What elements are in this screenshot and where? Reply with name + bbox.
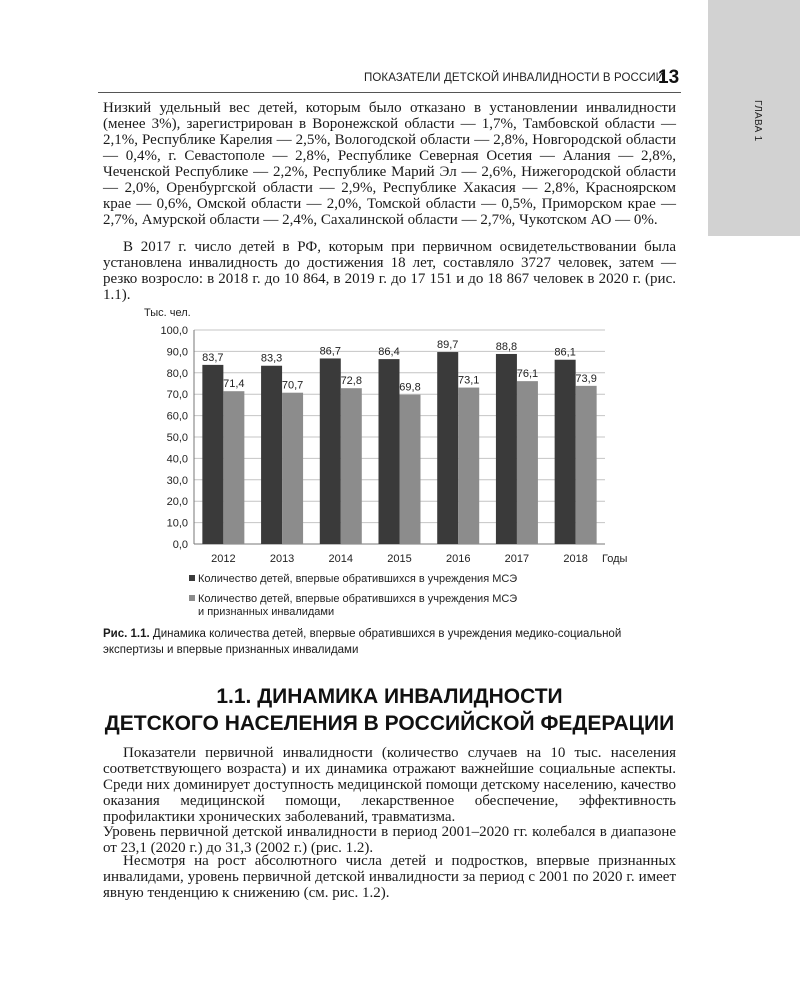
bar-recognized-2012: [223, 391, 244, 544]
x-tick-label: 2016: [445, 553, 471, 565]
y-tick-label: 90,0: [166, 346, 188, 359]
data-label: 70,7: [281, 379, 304, 392]
y-tick-label: 10,0: [166, 517, 188, 530]
bar-recognized-2015: [400, 395, 421, 544]
data-label: 86,1: [554, 346, 576, 359]
figure-1-1-chart: [100, 300, 660, 620]
data-label: 72,8: [340, 375, 362, 388]
x-axis-label: Годы: [602, 553, 628, 565]
section-title-line-1: 1.1. ДИНАМИКА ИНВАЛИДНОСТИ: [216, 685, 563, 708]
paragraph-2017-figures: В 2017 г. число детей в РФ, которым при первичном освидетельствовании была установлена инвалидность до достижения 18 лет, составляло 3727 человек, затем — резко возросло: в 2018 г. до 10 864, в 2019 г. до 17 151 и до 18 867 человек в 2020 г. (рис. 1.1).: [103, 239, 676, 303]
y-tick-label: 70,0: [166, 389, 188, 402]
data-label: 73,1: [458, 374, 480, 387]
data-label: 71,4: [223, 378, 245, 391]
figure-caption: [103, 626, 678, 658]
bar-applied-2018: [555, 360, 576, 544]
data-label: 73,9: [575, 372, 597, 385]
data-label: 83,7: [202, 351, 224, 364]
legend-label-applied: Количество детей, впервые обратившихся в учреждения МСЭ: [198, 573, 518, 585]
section-title-line-2: ДЕТСКОГО НАСЕЛЕНИЯ В РОССИЙСКОЙ ФЕДЕРАЦИИ: [104, 712, 675, 735]
x-tick-label: 2017: [504, 553, 530, 565]
data-label: 89,7: [437, 339, 459, 352]
bar-applied-2015: [379, 359, 400, 544]
data-label: 83,3: [260, 352, 283, 365]
bar-applied-2016: [437, 352, 458, 544]
legend-swatch-recognized: [189, 595, 195, 601]
y-tick-label: 60,0: [166, 410, 188, 423]
legend-label-recognized: Количество детей, впервые обратившихся в учреждения МСЭ: [198, 593, 518, 605]
running-header: ПОКАЗАТЕЛИ ДЕТСКОЙ ИНВАЛИДНОСТИ В РОССИИ: [364, 72, 665, 84]
bar-applied-2013: [261, 366, 282, 544]
bar-applied-2014: [320, 358, 341, 544]
figure-caption-text: Динамика количества детей, впервые обратившихся в учреждения медико-социальной экспертизы и впервые признанных инвалидами: [103, 628, 622, 656]
legend-label-recognized-cont: и признанных инвалидами: [198, 606, 335, 618]
header-rule: [98, 92, 681, 93]
x-tick-label: 2018: [563, 553, 588, 565]
y-tick-label: 80,0: [166, 367, 188, 380]
y-tick-label: 20,0: [166, 496, 188, 509]
paragraph-level-range: Уровень первичной детской инвалидности в период 2001–2020 гг. колебался в диапазоне от 23,1 (2020 г.) до 31,3 (2002 г.) (рис. 1.2).: [103, 824, 676, 856]
bar-applied-2017: [496, 354, 517, 544]
paragraph-regions: Низкий удельный вес детей, которым было отказано в установлении инвалидности (менее 3%), зарегистрирован в Воронежской области — 1,7%, Тамбовской области — 2,1%, Республике Карелия — 2,5%, Вологодской области — 2,8%, Новгородской области — 0,4%, г. Севастополе — 2,8%, Республике Северная Осетия — Алания — 2,8%, Чеченской Республике — 2,2%, Республике Марий Эл — 2,6%, Нижегородской области — 2,0%, Оренбургской области — 2,9%, Республике Хакасия — 2,8%, Красноярском крае — 0,6%, Омской области — 2,0%, Томской области — 0,5%, Приморском крае — 2,7%, Амурской области — 2,4%, Сахалинской области — 2,7%, Чукотском АО — 0%.: [103, 100, 676, 228]
x-tick-label: 2015: [387, 553, 412, 565]
chapter-label: ГЛАВА 1: [752, 100, 763, 142]
legend-swatch-applied: [189, 575, 195, 581]
y-tick-label: 100,0: [160, 325, 188, 337]
data-label: 86,4: [378, 346, 400, 359]
y-tick-label: 0,0: [172, 539, 188, 551]
bar-recognized-2013: [282, 393, 303, 544]
figure-caption-label: Рис. 1.1.: [103, 628, 150, 640]
y-tick-label: 50,0: [166, 432, 188, 444]
bar-recognized-2014: [341, 388, 362, 544]
bar-recognized-2016: [458, 388, 479, 544]
x-tick-label: 2012: [211, 553, 236, 565]
bar-recognized-2017: [517, 381, 538, 544]
x-tick-label: 2013: [269, 553, 295, 565]
page-number: 13: [658, 67, 680, 88]
y-tick-label: 30,0: [166, 474, 188, 487]
data-label: 88,8: [495, 340, 518, 353]
y-tick-label: 40,0: [166, 453, 188, 466]
y-axis-label: Тыс. чел.: [144, 307, 191, 319]
data-label: 69,8: [399, 381, 421, 394]
section-title: [103, 683, 676, 737]
x-tick-label: 2014: [328, 553, 354, 565]
chart-legend: [189, 573, 517, 618]
data-label: 86,7: [319, 345, 341, 358]
paragraph-trend: Несмотря на рост абсолютного числа детей и подростков, впервые признанных инвалидами, уровень первичной детской инвалидности за период с 2001 по 2020 г. имеет явную тенденцию к снижению (см. рис. 1.2).: [103, 853, 676, 901]
data-label: 76,1: [516, 368, 539, 381]
bar-applied-2012: [202, 365, 223, 544]
bar-recognized-2018: [576, 386, 597, 544]
paragraph-indicators: Показатели первичной инвалидности (количество случаев на 10 тыс. населения соответствующего возраста) и их динамика отражают важнейшие социальные аспекты. Среди них доминирует доступность медицинской помощи детскому населению, качество оказания медицинской помощи, лекарственное обеспечение, эффективность профилактики хронических заболеваний, травматизма.: [103, 745, 676, 825]
